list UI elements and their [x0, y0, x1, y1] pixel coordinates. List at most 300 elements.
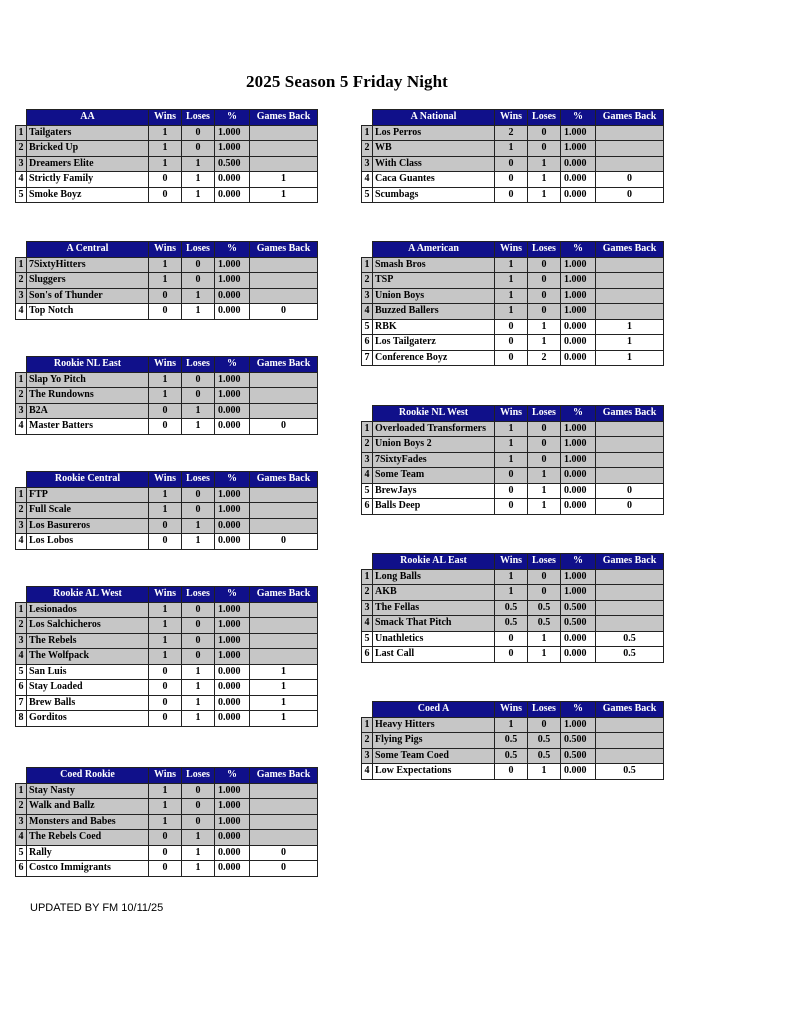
loses-header: Loses — [528, 702, 561, 718]
team-rank: 5 — [362, 319, 373, 335]
table-row — [16, 518, 318, 534]
loses-header: Loses — [182, 110, 215, 126]
team-games-back — [596, 600, 664, 616]
division-name: Coed Rookie — [27, 768, 149, 784]
page-title: 2025 Season 5 Friday Night — [246, 72, 448, 91]
table-row — [362, 483, 664, 499]
table-row — [16, 388, 318, 404]
team-pct: 0.000 — [215, 695, 250, 711]
team-name: The Rundowns — [27, 388, 149, 404]
team-games-back: 0 — [250, 845, 318, 861]
table-row — [362, 600, 664, 616]
team-games-back: 1 — [250, 695, 318, 711]
loses-header: Loses — [182, 357, 215, 373]
team-pct: 0.000 — [215, 172, 250, 188]
table-row — [362, 647, 664, 663]
team-wins: 1 — [495, 257, 528, 273]
team-rank: 4 — [362, 304, 373, 320]
team-wins: 1 — [495, 273, 528, 289]
team-loses: 0 — [528, 437, 561, 453]
division-name: A National — [373, 110, 495, 126]
team-rank: 3 — [16, 814, 27, 830]
team-games-back: 0 — [596, 499, 664, 515]
table-row — [362, 585, 664, 601]
team-pct: 1.000 — [215, 487, 250, 503]
team-wins: 0 — [149, 534, 182, 550]
wins-header: Wins — [149, 357, 182, 373]
team-pct: 1.000 — [215, 814, 250, 830]
team-wins: 0 — [149, 680, 182, 696]
team-rank: 3 — [16, 518, 27, 534]
team-pct: 1.000 — [215, 602, 250, 618]
team-pct: 0.500 — [561, 600, 596, 616]
team-wins: 1 — [495, 304, 528, 320]
team-games-back: 0 — [250, 304, 318, 320]
standings-table-a-national — [361, 109, 664, 203]
team-rank: 3 — [362, 288, 373, 304]
team-name: Brew Balls — [27, 695, 149, 711]
table-row — [362, 288, 664, 304]
team-loses: 0 — [182, 273, 215, 289]
team-wins: 0 — [149, 304, 182, 320]
team-rank: 5 — [362, 631, 373, 647]
team-pct: 1.000 — [561, 717, 596, 733]
table-header-row — [362, 406, 664, 422]
team-games-back — [596, 421, 664, 437]
team-pct: 0.000 — [561, 187, 596, 203]
standings-table-rookie-nl-east — [15, 356, 318, 435]
team-name: Union Boys — [373, 288, 495, 304]
team-loses: 1 — [182, 419, 215, 435]
division-name: Rookie Central — [27, 472, 149, 488]
team-rank: 7 — [16, 695, 27, 711]
team-rank: 1 — [362, 257, 373, 273]
team-rank: 2 — [362, 273, 373, 289]
team-name: The Wolfpack — [27, 649, 149, 665]
team-games-back: 1 — [596, 335, 664, 351]
team-games-back: 1 — [250, 664, 318, 680]
team-games-back — [596, 125, 664, 141]
table-row — [16, 695, 318, 711]
team-wins: 0 — [495, 647, 528, 663]
team-pct: 0.000 — [561, 335, 596, 351]
team-games-back — [596, 437, 664, 453]
team-games-back — [250, 503, 318, 519]
team-loses: 0 — [182, 257, 215, 273]
team-games-back — [250, 633, 318, 649]
team-pct: 0.000 — [561, 483, 596, 499]
team-games-back — [250, 618, 318, 634]
team-rank: 1 — [362, 421, 373, 437]
table-row — [16, 783, 318, 799]
division-name: Rookie NL East — [27, 357, 149, 373]
team-loses: 0 — [528, 569, 561, 585]
team-wins: 1 — [149, 487, 182, 503]
team-pct: 0.000 — [215, 830, 250, 846]
loses-header: Loses — [182, 472, 215, 488]
team-rank: 1 — [16, 487, 27, 503]
team-games-back — [250, 518, 318, 534]
team-pct: 0.000 — [561, 499, 596, 515]
team-name: Los Perros — [373, 125, 495, 141]
team-wins: 1 — [149, 257, 182, 273]
team-name: Dreamers Elite — [27, 156, 149, 172]
team-rank: 4 — [16, 304, 27, 320]
team-name: Los Salchicheros — [27, 618, 149, 634]
team-games-back — [596, 273, 664, 289]
team-wins: 1 — [149, 388, 182, 404]
team-name: Lesionados — [27, 602, 149, 618]
table-row — [362, 569, 664, 585]
team-loses: 1 — [182, 711, 215, 727]
team-wins: 0 — [495, 187, 528, 203]
team-rank: 4 — [16, 534, 27, 550]
team-loses: 0 — [528, 717, 561, 733]
pct-header: % — [215, 242, 250, 258]
team-rank: 4 — [16, 649, 27, 665]
team-rank: 7 — [362, 350, 373, 366]
team-wins: 0 — [495, 156, 528, 172]
loses-header: Loses — [182, 242, 215, 258]
team-pct: 0.500 — [215, 156, 250, 172]
team-name: Stay Nasty — [27, 783, 149, 799]
games-back-header: Games Back — [596, 554, 664, 570]
games-back-header: Games Back — [250, 110, 318, 126]
team-rank: 3 — [16, 633, 27, 649]
team-wins: 0 — [495, 319, 528, 335]
team-wins: 0 — [149, 187, 182, 203]
team-games-back: 0 — [596, 483, 664, 499]
table-row — [16, 534, 318, 550]
team-name: BrewJays — [373, 483, 495, 499]
team-pct: 0.000 — [215, 861, 250, 877]
team-name: WB — [373, 141, 495, 157]
team-games-back: 1 — [250, 187, 318, 203]
team-pct: 0.000 — [215, 534, 250, 550]
team-wins: 1 — [149, 141, 182, 157]
team-wins: 1 — [149, 503, 182, 519]
team-rank: 6 — [16, 680, 27, 696]
header-spacer — [16, 587, 27, 603]
team-loses: 0 — [182, 799, 215, 815]
team-name: Unathletics — [373, 631, 495, 647]
team-wins: 1 — [149, 649, 182, 665]
team-pct: 0.000 — [215, 664, 250, 680]
team-rank: 2 — [362, 141, 373, 157]
team-loses: 1 — [528, 499, 561, 515]
team-name: Sluggers — [27, 273, 149, 289]
team-name: San Luis — [27, 664, 149, 680]
pct-header: % — [561, 702, 596, 718]
team-pct: 0.000 — [215, 187, 250, 203]
team-wins: 1 — [149, 633, 182, 649]
table-row — [16, 172, 318, 188]
team-pct: 0.500 — [561, 616, 596, 632]
games-back-header: Games Back — [250, 357, 318, 373]
team-wins: 1 — [495, 288, 528, 304]
team-name: Buzzed Ballers — [373, 304, 495, 320]
table-header-row — [16, 357, 318, 373]
wins-header: Wins — [149, 587, 182, 603]
team-name: Los Lobos — [27, 534, 149, 550]
team-pct: 0.000 — [215, 419, 250, 435]
table-row — [362, 172, 664, 188]
team-rank: 1 — [16, 125, 27, 141]
team-wins: 1 — [149, 799, 182, 815]
team-name: The Fellas — [373, 600, 495, 616]
table-header-row — [362, 554, 664, 570]
team-name: Caca Guantes — [373, 172, 495, 188]
team-name: Rally — [27, 845, 149, 861]
team-loses: 1 — [182, 664, 215, 680]
table-row — [362, 717, 664, 733]
table-row — [16, 156, 318, 172]
pct-header: % — [215, 472, 250, 488]
team-name: Smash Bros — [373, 257, 495, 273]
team-name: Los Tailgaterz — [373, 335, 495, 351]
team-loses: 1 — [528, 468, 561, 484]
team-rank: 3 — [362, 156, 373, 172]
table-row — [362, 125, 664, 141]
team-name: Conference Boyz — [373, 350, 495, 366]
team-wins: 0 — [495, 631, 528, 647]
team-pct: 1.000 — [561, 273, 596, 289]
team-loses: 0 — [528, 585, 561, 601]
team-rank: 2 — [16, 503, 27, 519]
team-rank: 2 — [362, 585, 373, 601]
team-wins: 0 — [149, 664, 182, 680]
table-row — [16, 602, 318, 618]
team-loses: 1 — [528, 156, 561, 172]
table-row — [362, 257, 664, 273]
team-rank: 3 — [16, 156, 27, 172]
team-wins: 0 — [495, 350, 528, 366]
loses-header: Loses — [528, 406, 561, 422]
team-pct: 1.000 — [215, 633, 250, 649]
loses-header: Loses — [182, 768, 215, 784]
team-pct: 1.000 — [561, 141, 596, 157]
wins-header: Wins — [495, 554, 528, 570]
team-name: Master Batters — [27, 419, 149, 435]
team-games-back: 1 — [596, 319, 664, 335]
team-games-back: 0.5 — [596, 764, 664, 780]
team-games-back — [250, 783, 318, 799]
table-header-row — [16, 768, 318, 784]
team-loses: 1 — [182, 172, 215, 188]
team-loses: 0 — [528, 141, 561, 157]
team-rank: 8 — [16, 711, 27, 727]
team-wins: 1 — [149, 156, 182, 172]
team-loses: 1 — [528, 172, 561, 188]
table-row — [362, 437, 664, 453]
team-rank: 1 — [362, 125, 373, 141]
team-pct: 1.000 — [215, 799, 250, 815]
team-loses: 0 — [528, 257, 561, 273]
table-row — [362, 304, 664, 320]
team-wins: 0 — [149, 419, 182, 435]
team-pct: 1.000 — [215, 257, 250, 273]
team-games-back — [596, 304, 664, 320]
table-row — [16, 830, 318, 846]
wins-header: Wins — [495, 110, 528, 126]
team-loses: 1 — [182, 534, 215, 550]
team-name: The Rebels — [27, 633, 149, 649]
team-games-back — [596, 468, 664, 484]
team-rank: 4 — [16, 172, 27, 188]
table-row — [16, 125, 318, 141]
division-name: Rookie AL East — [373, 554, 495, 570]
team-loses: 1 — [182, 156, 215, 172]
team-loses: 1 — [182, 304, 215, 320]
team-name: Some Team Coed — [373, 748, 495, 764]
team-loses: 0 — [528, 125, 561, 141]
team-name: Low Expectations — [373, 764, 495, 780]
division-name: AA — [27, 110, 149, 126]
team-name: Balls Deep — [373, 499, 495, 515]
team-wins: 1 — [495, 569, 528, 585]
team-rank: 3 — [16, 403, 27, 419]
team-pct: 0.500 — [561, 733, 596, 749]
wins-header: Wins — [495, 702, 528, 718]
team-name: Son's of Thunder — [27, 288, 149, 304]
pct-header: % — [215, 357, 250, 373]
team-wins: 0 — [149, 695, 182, 711]
team-pct: 1.000 — [215, 125, 250, 141]
division-name: Rookie NL West — [373, 406, 495, 422]
games-back-header: Games Back — [250, 472, 318, 488]
team-loses: 0 — [182, 618, 215, 634]
header-spacer — [16, 768, 27, 784]
team-pct: 1.000 — [215, 618, 250, 634]
team-pct: 0.000 — [215, 845, 250, 861]
table-row — [16, 799, 318, 815]
standings-table-aa — [15, 109, 318, 203]
table-header-row — [362, 702, 664, 718]
team-loses: 0 — [182, 783, 215, 799]
table-row — [362, 141, 664, 157]
division-name: Coed A — [373, 702, 495, 718]
table-row — [16, 187, 318, 203]
team-games-back — [250, 649, 318, 665]
team-games-back — [250, 799, 318, 815]
team-games-back — [250, 273, 318, 289]
team-games-back: 1 — [596, 350, 664, 366]
team-rank: 1 — [16, 372, 27, 388]
team-rank: 4 — [362, 468, 373, 484]
team-pct: 0.000 — [561, 319, 596, 335]
team-pct: 1.000 — [561, 125, 596, 141]
team-games-back: 1 — [250, 172, 318, 188]
header-spacer — [362, 242, 373, 258]
table-row — [362, 733, 664, 749]
wins-header: Wins — [495, 242, 528, 258]
team-wins: 1 — [149, 814, 182, 830]
team-wins: 0 — [495, 764, 528, 780]
team-rank: 3 — [362, 452, 373, 468]
team-rank: 3 — [362, 748, 373, 764]
team-wins: 1 — [149, 602, 182, 618]
team-wins: 0.5 — [495, 733, 528, 749]
standings-table-a-american — [361, 241, 664, 366]
team-loses: 0 — [528, 304, 561, 320]
team-rank: 2 — [362, 437, 373, 453]
team-pct: 0.000 — [561, 156, 596, 172]
table-row — [16, 372, 318, 388]
table-row — [16, 503, 318, 519]
team-rank: 6 — [16, 861, 27, 877]
team-name: RBK — [373, 319, 495, 335]
pct-header: % — [561, 110, 596, 126]
team-wins: 0 — [149, 830, 182, 846]
team-games-back — [250, 156, 318, 172]
team-wins: 0 — [149, 861, 182, 877]
team-name: The Rebels Coed — [27, 830, 149, 846]
team-rank: 6 — [362, 499, 373, 515]
team-games-back — [596, 452, 664, 468]
team-loses: 0 — [528, 288, 561, 304]
team-pct: 1.000 — [215, 503, 250, 519]
team-games-back: 0.5 — [596, 631, 664, 647]
team-pct: 0.000 — [561, 764, 596, 780]
header-spacer — [16, 472, 27, 488]
table-row — [16, 680, 318, 696]
team-wins: 0 — [149, 845, 182, 861]
team-games-back — [596, 733, 664, 749]
team-rank: 5 — [16, 187, 27, 203]
team-wins: 2 — [495, 125, 528, 141]
team-wins: 1 — [495, 585, 528, 601]
team-name: Top Notch — [27, 304, 149, 320]
table-row — [16, 403, 318, 419]
team-loses: 1 — [182, 845, 215, 861]
table-row — [362, 616, 664, 632]
games-back-header: Games Back — [250, 242, 318, 258]
team-games-back: 1 — [250, 680, 318, 696]
team-wins: 0.5 — [495, 600, 528, 616]
team-loses: 1 — [182, 695, 215, 711]
team-loses: 1 — [182, 680, 215, 696]
team-loses: 0 — [182, 602, 215, 618]
team-wins: 1 — [149, 273, 182, 289]
team-name: Smack That Pitch — [373, 616, 495, 632]
header-spacer — [362, 406, 373, 422]
team-pct: 0.000 — [561, 631, 596, 647]
table-row — [362, 468, 664, 484]
team-loses: 0 — [182, 372, 215, 388]
team-wins: 0.5 — [495, 616, 528, 632]
team-rank: 1 — [362, 569, 373, 585]
division-name: A American — [373, 242, 495, 258]
team-pct: 0.000 — [561, 468, 596, 484]
table-row — [16, 633, 318, 649]
team-loses: 1 — [528, 647, 561, 663]
team-name: Bricked Up — [27, 141, 149, 157]
table-row — [16, 814, 318, 830]
loses-header: Loses — [528, 554, 561, 570]
header-spacer — [16, 242, 27, 258]
team-loses: 1 — [528, 335, 561, 351]
team-pct: 1.000 — [561, 421, 596, 437]
wins-header: Wins — [149, 110, 182, 126]
team-loses: 0 — [182, 633, 215, 649]
team-games-back — [596, 717, 664, 733]
table-row — [362, 421, 664, 437]
table-row — [16, 664, 318, 680]
table-row — [16, 649, 318, 665]
team-rank: 1 — [362, 717, 373, 733]
team-games-back: 1 — [250, 711, 318, 727]
team-name: Monsters and Babes — [27, 814, 149, 830]
